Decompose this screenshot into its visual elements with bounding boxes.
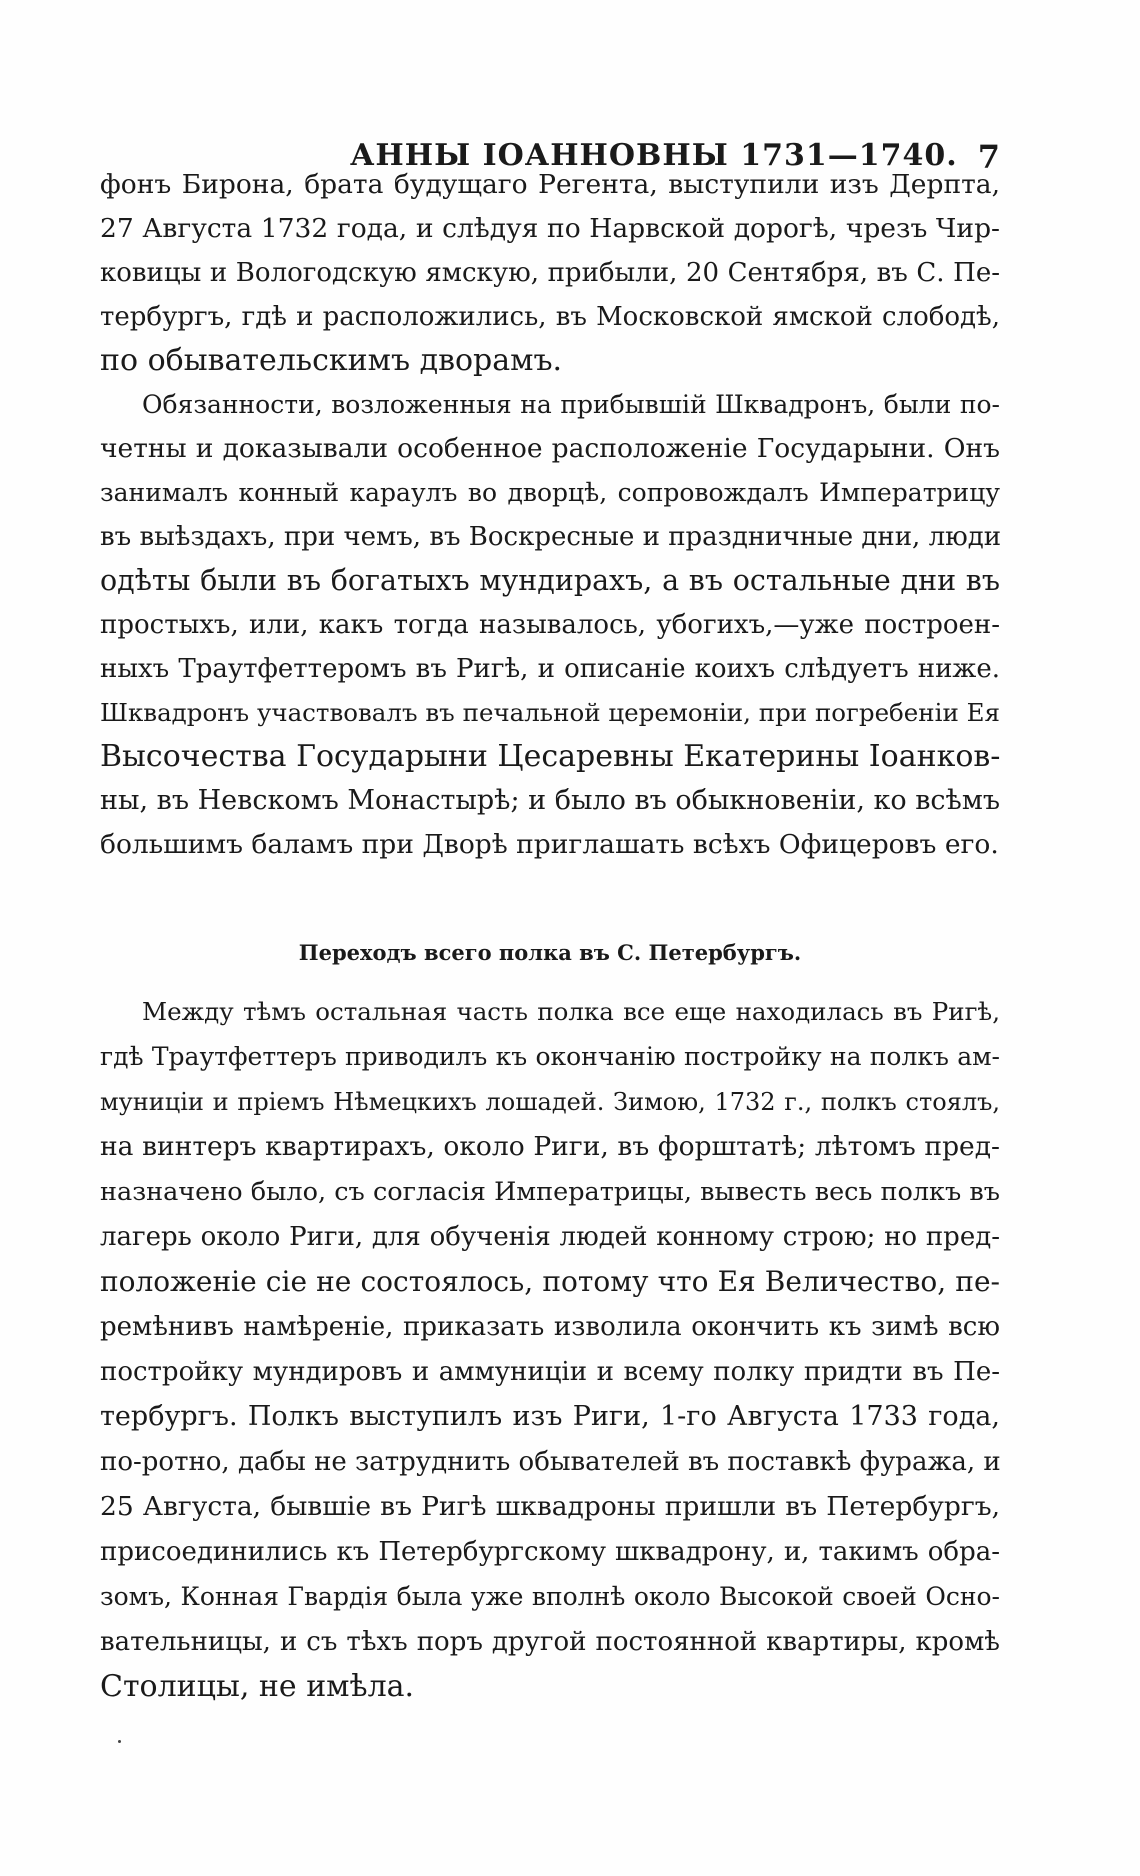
paragraph-3-line: присоединились къ Петербургскому шквадрону, и, такимъ обра- [100,1537,1000,1567]
paragraph-1-line: 27 Августа 1732 года, и слѣдуя по Нарвской дорогѣ, чрезъ Чир- [100,213,1000,244]
paragraph-2-line: одѣты были въ богатыхъ мундирахъ, а въ остальные дни въ [100,564,1000,597]
paragraph-3-line: тербургъ. Полкъ выступилъ изъ Риги, 1-го Августа 1733 года, [100,1401,1000,1432]
paragraph-3-line: по-ротно, дабы не затруднить обывателей въ поставкѣ фуража, и [100,1447,1001,1477]
paragraph-3-line: лагерь около Риги, для обученія людей конному строю; но пред- [100,1222,1000,1252]
paragraph-2-line: Высочества Государыни Цесаревны Екатерины Іоанков- [100,739,1001,774]
paragraph-3-line: Столицы, не имѣла. [100,1669,415,1704]
section-subheading: Переходъ всего полка въ С. Петербургъ. [298,940,802,965]
paragraph-3-line: гдѣ Траутфеттеръ приводилъ къ окончанію постройку на полкъ ам- [100,1042,1000,1071]
paragraph-1-line: тербургъ, гдѣ и расположились, въ Московской ямской слободѣ, [100,302,1000,332]
paragraph-2-line: ны, въ Невскомъ Монастырѣ; и было въ обыкновеніи, ко всѣмъ [100,785,1001,816]
paragraph-2-line: ныхъ Траутфеттеромъ въ Ригѣ, и описаніе коихъ слѣдуетъ ниже. [100,654,1000,684]
paragraph-3-line: назначено было, съ согласія Императрицы, вывесть весь полкъ въ [100,1177,1000,1207]
paragraph-1-line: ковицы и Вологодскую ямскую, прибыли, 20 Сентября, въ С. Пе- [100,258,1000,288]
paragraph-2-line: Обязанности, возложенныя на прибывшій Шквадронъ, были по- [142,390,1000,419]
paragraph-3-line: постройку мундировъ и аммуниціи и всему полку придти въ Пе- [100,1357,1000,1387]
paragraph-3-line: положеніе сіе не состоялось, потому что Ея Величество, пе- [100,1265,1000,1298]
paragraph-3-line: вательницы, и съ тѣхъ поръ другой постоянной квартиры, кромѣ [100,1627,1000,1657]
ink-speck [118,1740,121,1743]
paragraph-2-line: четны и доказывали особенное расположеніе Государыни. Онъ [100,433,1000,464]
paragraph-3-line: на винтеръ квартирахъ, около Риги, въ форштатѣ; лѣтомъ пред- [100,1131,1000,1162]
paragraph-2-line: въ выѣздахъ, при чемъ, въ Воскресные и праздничные дни, люди [100,522,1002,552]
paragraph-2-line: Шквадронъ участвовалъ въ печальной церемоніи, при погребеніи Ея [100,698,1000,727]
paragraph-2-line: большимъ баламъ при Дворѣ приглашать всѣхъ Офицеровъ его. [100,829,999,860]
paragraph-2-line: простыхъ, или, какъ тогда называлось, убогихъ,—уже построен- [100,610,1000,640]
paragraph-1-line: фонъ Бирона, брата будущаго Регента, выступили изъ Дерпта, [100,169,1000,200]
paragraph-1-line: по обывательскимъ дворамъ. [100,343,563,378]
paragraph-3-line: муниціи и пріемъ Нѣмецкихъ лошадей. Зимою, 1732 г., полкъ стоялъ, [100,1088,1000,1116]
page-number: 7 [977,138,1000,176]
running-title: АННЫ ІОАННОВНЫ 1731—1740. [350,138,958,173]
paragraph-3-line: ремѣнивъ намѣреніе, приказать изволила окончить къ зимѣ всю [100,1312,1000,1342]
paragraph-2-line: занималъ конный караулъ во дворцѣ, сопровождалъ Императрицу [100,478,1000,507]
paragraph-3-line: Между тѣмъ остальная часть полка все еще находилась въ Ригѣ, [142,997,1000,1026]
paragraph-3-line: зомъ, Конная Гвардія была уже вполнѣ около Высокой своей Осно- [100,1582,1000,1611]
paragraph-3-line: 25 Августа, бывшіе въ Ригѣ шквадроны пришли въ Петербургъ, [100,1491,1000,1522]
